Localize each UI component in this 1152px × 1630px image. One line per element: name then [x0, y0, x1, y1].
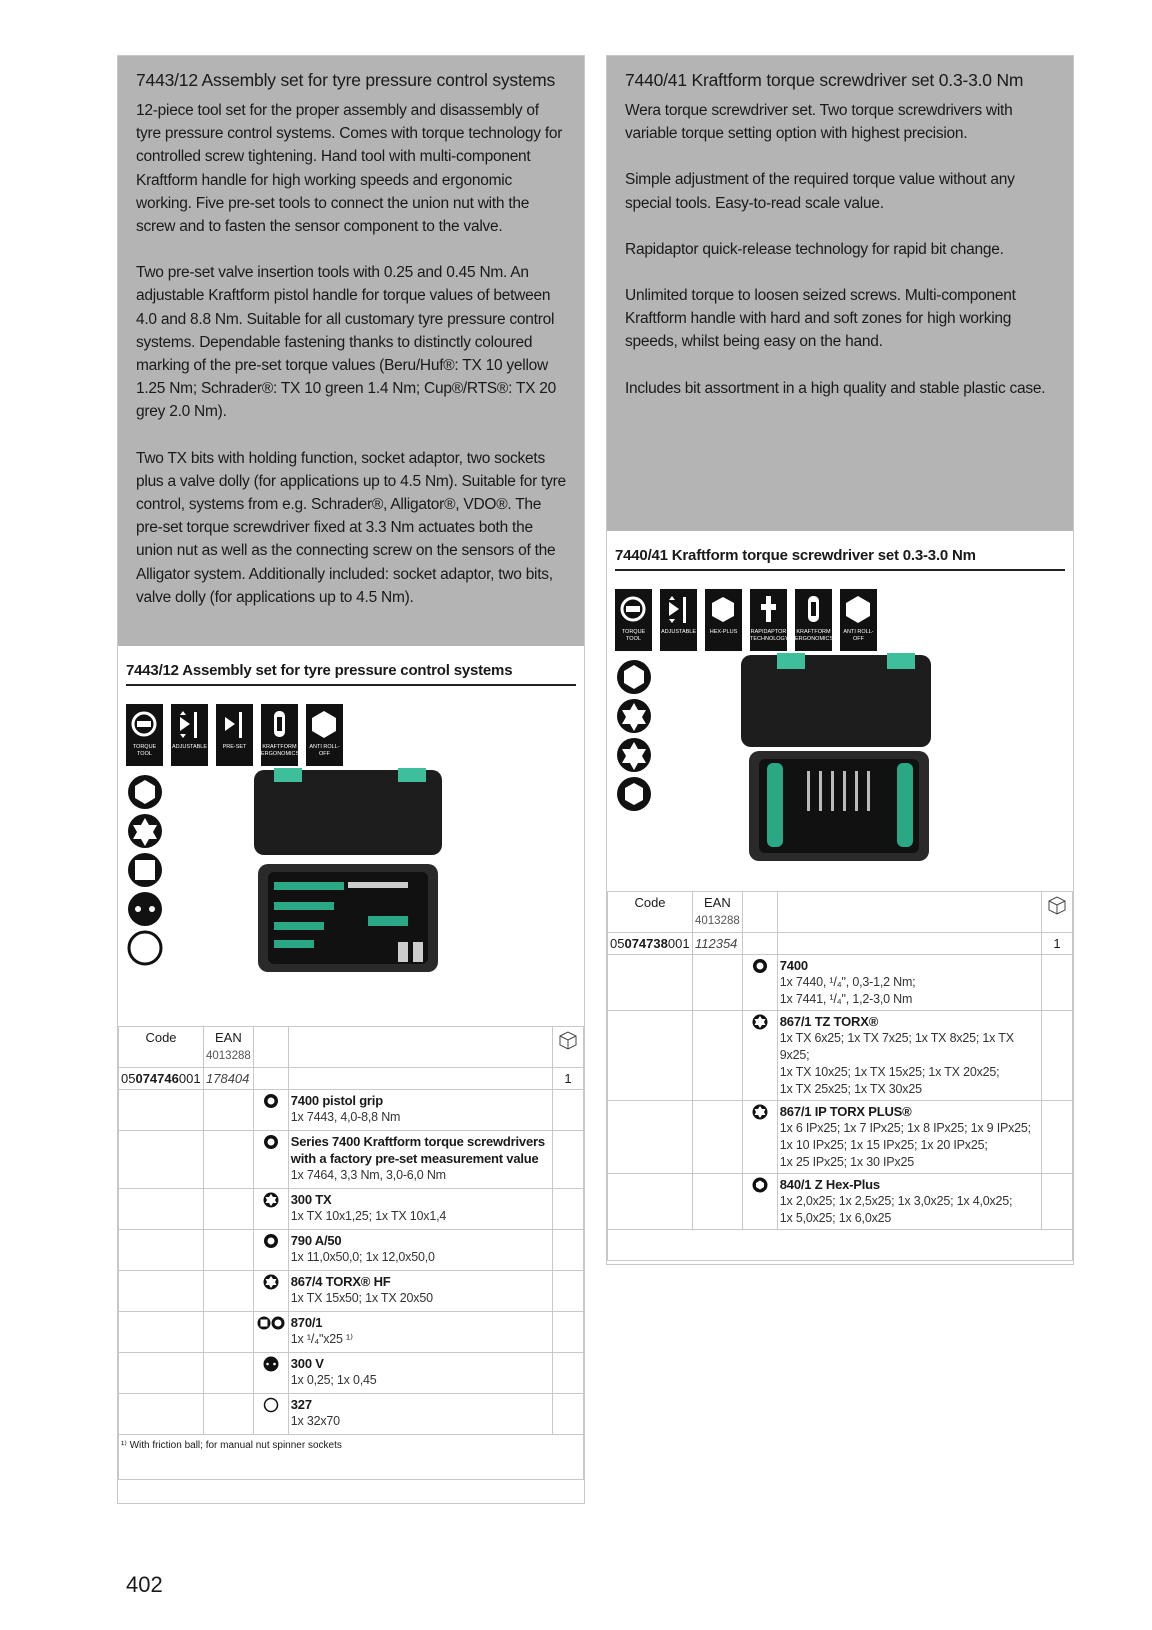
quantity: 1	[1042, 933, 1073, 955]
spec-table	[607, 891, 1073, 1261]
col-header-code: Code	[608, 892, 693, 933]
description-panel	[607, 56, 1073, 531]
torx-icon	[262, 1273, 280, 1291]
table-row: 867/4 TORX® HF 1x TX 15x50; 1x TX 20x50	[119, 1271, 584, 1312]
ean-code: 178404	[204, 1068, 254, 1090]
kraftform-ergonomics-icon: KRAFTFORM ERGONOMICS	[261, 704, 298, 766]
hex-socket-icon	[262, 1092, 280, 1110]
torque-tool-icon: TORQUE TOOL	[126, 704, 163, 766]
package-icon	[553, 1027, 584, 1068]
description-paragraph: Rapidaptor quick-release technology for rapid bit change.	[625, 240, 1004, 258]
feature-icons	[126, 704, 584, 766]
hex-socket-icon	[262, 1133, 280, 1151]
square-profile-icon	[126, 852, 166, 888]
round-icon	[262, 1396, 280, 1414]
anti-roll-off-icon: ANTI ROLL-OFF	[840, 589, 877, 651]
adjustable-icon: ADJUSTABLE	[171, 704, 208, 766]
product-image-area	[118, 766, 584, 1026]
profile-shapes	[126, 774, 166, 966]
table-row: 790 A/50 1x 11,0x50,0; 1x 12,0x50,0	[119, 1230, 584, 1271]
torx-profile-icon	[126, 813, 166, 849]
table-row: 7400 pistol grip 1x 7443, 4,0-8,8 Nm	[119, 1090, 584, 1131]
two-pin-icon	[262, 1355, 280, 1373]
footnote: ¹⁾ With friction ball; for manual nut spinner sockets	[119, 1435, 584, 1480]
article-code: 05074746001	[119, 1068, 204, 1090]
torx-icon	[751, 1013, 769, 1031]
tool-case-image	[737, 651, 937, 871]
table-row: 300 TX 1x TX 10x1,25; 1x TX 10x1,4	[119, 1189, 584, 1230]
hex-plus-icon	[751, 1176, 769, 1194]
col-header-ean: EAN 4013288	[693, 892, 743, 933]
description-paragraph: Unlimited torque to loosen seized screws. Multi-component Kraftform handle with hard and soft zones for high working speeds, whilst being easy on the hand.	[625, 287, 1016, 351]
description-paragraph: Includes bit assortment in a high quality and stable plastic case.	[625, 379, 1046, 397]
package-icon	[1042, 892, 1073, 933]
anti-roll-off-icon: ANTI ROLL-OFF	[306, 704, 343, 766]
product-card-7440-41	[606, 55, 1074, 1265]
description-paragraph: 12-piece tool set for the proper assembly and disassembly of tyre pressure control systems. Comes with torque technology for controlled screw tightening. Hand tool with multi-component Kraftform handle for high working speeds and ergonomic working. Five pre-set tools to connect the union nut with the screw and to fasten the sensor component to the valve.	[136, 102, 563, 236]
quantity: 1	[553, 1068, 584, 1090]
page-number: 402	[126, 1572, 163, 1597]
torx-plus-profile-icon	[615, 737, 655, 773]
table-row: 870/1 1x ¹/₄"x25 ¹⁾	[119, 1312, 584, 1353]
adjustable-icon: ADJUSTABLE	[660, 589, 697, 651]
table-row: 867/1 IP TORX PLUS® 1x 6 IPx25; 1x 7 IPx25; 1x 8 IPx25; 1x 9 IPx25; 1x 10 IPx25; 1x 15 IPx25; 1x 20 IPx25; 1x 25 IPx25; 1x 30 IPx25	[608, 1101, 1073, 1174]
product-image-area	[607, 651, 1073, 891]
table-row: Series 7400 Kraftform torque screwdrivers with a factory pre-set measurement value 1x 7464, 3,3 Nm, 3,0-6,0 Nm	[119, 1131, 584, 1189]
square-drive-icon	[256, 1314, 286, 1332]
spec-table	[118, 1026, 584, 1480]
description-paragraph: Simple adjustment of the required torque value without any special tools. Easy-to-read scale value.	[625, 171, 1015, 212]
hex-plus-profile-icon	[615, 776, 655, 812]
product-card-7443-12	[117, 55, 585, 1504]
two-pin-profile-icon	[126, 891, 166, 927]
ean-code: 112354	[693, 933, 743, 955]
tool-case-image	[248, 766, 448, 976]
round-profile-icon	[126, 930, 166, 966]
hex-socket-icon	[262, 1232, 280, 1250]
torx-plus-icon	[751, 1103, 769, 1121]
description-paragraph: Wera torque screwdriver set. Two torque screwdrivers with variable torque setting option with highest precision.	[625, 102, 1013, 143]
hex-profile-icon	[126, 774, 166, 810]
table-row	[119, 1068, 584, 1090]
description-paragraph: Two pre-set valve insertion tools with 0.25 and 0.45 Nm. An adjustable Kraftform pistol handle for torque values of between 4.0 and 8.8 Nm. Suitable for all customary tyre pressure control systems. Dependable fastening thanks to distinctly coloured marking of the pre-set torque values (Beru/Huf®: TX 10 yellow 1.25 Nm; Schrader®: TX 10 green 1.4 Nm; Cup®/RTS®: TX 20 grey 2.0 Nm).	[136, 264, 557, 421]
description-paragraph: Two TX bits with holding function, socket adaptor, two sockets plus a valve dolly (for applications up to 4.5 Nm). Suitable for tyre control, systems from e.g. Schrader®, Alligator®, VDO®. The pre-set torque screwdriver fixed at 3.3 Nm actuates both the union nut as well as the connecting screw on the sensors of the Alligator system. Additionally included: socket adaptor, two bits, valve dolly (for applications up to 4.5 Nm).	[136, 449, 566, 606]
product-heading: 7440/41 Kraftform torque screwdriver set 0.3-3.0 Nm	[625, 70, 1024, 90]
torque-tool-icon: TORQUE TOOL	[615, 589, 652, 651]
profile-shapes	[615, 659, 655, 812]
pre-set-icon: PRE-SET	[216, 704, 253, 766]
torx-icon	[262, 1191, 280, 1209]
hex-socket-icon	[751, 957, 769, 975]
feature-icons	[615, 589, 1073, 651]
kraftform-ergonomics-icon: KRAFTFORM ERGONOMICS	[795, 589, 832, 651]
table-row: 840/1 Z Hex-Plus 1x 2,0x25; 1x 2,5x25; 1x 3,0x25; 1x 4,0x25; 1x 5,0x25; 1x 6,0x25	[608, 1174, 1073, 1230]
product-subheading: 7440/41 Kraftform torque screwdriver set 0.3-3.0 Nm	[615, 547, 1065, 571]
hex-profile-icon	[615, 659, 655, 695]
hex-plus-feature-icon: HEX-PLUS	[705, 589, 742, 651]
table-row: 327 1x 32x70	[119, 1394, 584, 1435]
table-row	[608, 933, 1073, 955]
description-panel	[118, 56, 584, 646]
table-row: 7400 1x 7440, ¹/₄", 0,3-1,2 Nm; 1x 7441, ¹/₄", 1,2-3,0 Nm	[608, 955, 1073, 1011]
rapidaptor-icon: RAPIDAPTOR TECHNOLOGY	[750, 589, 787, 651]
table-row: 300 V 1x 0,25; 1x 0,45	[119, 1353, 584, 1394]
product-heading: 7443/12 Assembly set for tyre pressure control systems	[136, 70, 556, 90]
table-row: 867/1 TZ TORX® 1x TX 6x25; 1x TX 7x25; 1x TX 8x25; 1x TX 9x25; 1x TX 10x25; 1x TX 15x25; 1x TX 20x25; 1x TX 25x25; 1x TX 30x25	[608, 1011, 1073, 1101]
col-header-code: Code	[119, 1027, 204, 1068]
product-subheading: 7443/12 Assembly set for tyre pressure control systems	[126, 662, 576, 686]
col-header-ean: EAN 4013288	[204, 1027, 254, 1068]
article-code: 05074738001	[608, 933, 693, 955]
torx-profile-icon	[615, 698, 655, 734]
